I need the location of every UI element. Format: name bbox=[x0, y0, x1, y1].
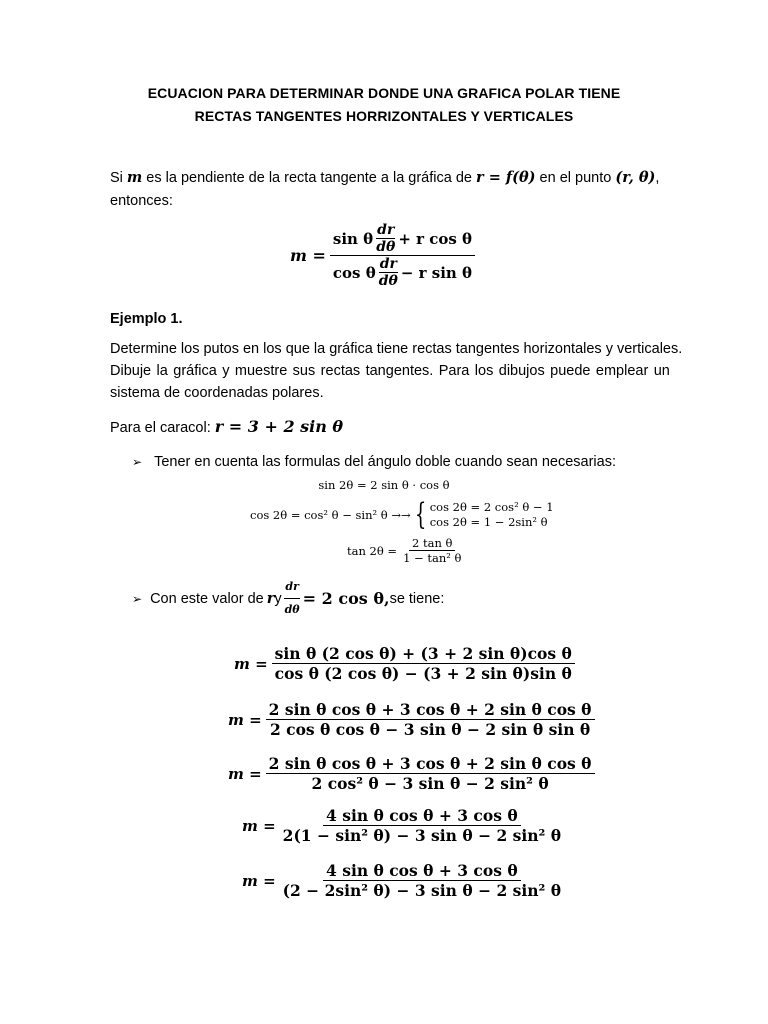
example-line-3: sistema de coordenadas polares. bbox=[110, 385, 324, 401]
step-fraction bbox=[266, 700, 595, 739]
document-title-line1: ECUACION PARA DETERMINAR DONDE UNA GRAFICA POLAR TIENE bbox=[147, 85, 621, 101]
den-cos-theta: cos θ bbox=[332, 263, 376, 282]
example-line-2: Dibuje la gráfica y muestre sus rectas tangentes. Para los dibujos puede emplear un bbox=[110, 363, 670, 379]
derivation-step bbox=[234, 644, 575, 683]
bullet-2-text-1: Con este valor de bbox=[150, 590, 264, 607]
bullet-2-text-2: y bbox=[274, 590, 282, 607]
identity-tan-double bbox=[347, 536, 464, 565]
num-sin-theta: sin θ bbox=[332, 229, 374, 248]
derivation-step bbox=[242, 861, 564, 900]
main-slope-formula bbox=[290, 222, 475, 289]
bullet-2-equation: = 2 cos θ, bbox=[302, 588, 390, 608]
main-formula-lhs: m = bbox=[290, 246, 326, 265]
example-paragraph bbox=[110, 338, 683, 404]
intro-text-3: en el punto bbox=[535, 170, 616, 186]
caracol-line bbox=[110, 416, 343, 439]
main-formula-denominator bbox=[330, 256, 475, 289]
bullet-2-text-3: se tiene: bbox=[389, 590, 445, 607]
num-dtheta: dθ bbox=[376, 239, 396, 255]
derivation-step bbox=[242, 806, 564, 845]
step-denominator: 2(1 − sin² θ) − 3 sin θ − 2 sin² θ bbox=[282, 826, 562, 845]
bullet-1-text: Tener en cuenta las formulas del ángulo doble cuando sean necesarias: bbox=[154, 454, 616, 470]
intro-r-equation: r = f(θ) bbox=[476, 169, 536, 186]
intro-text-1: Si bbox=[110, 170, 127, 186]
step-denominator: (2 − 2sin² θ) − 3 sin θ − 2 sin² θ bbox=[282, 881, 562, 900]
identity-cos-cases bbox=[430, 500, 554, 530]
den-r-sin: − r sin θ bbox=[400, 263, 473, 282]
step-lhs: m = bbox=[242, 816, 276, 835]
identity-tan-num: 2 tan θ bbox=[409, 536, 455, 551]
bullet-2-derivative bbox=[284, 576, 301, 621]
step-lhs: m = bbox=[228, 764, 262, 783]
identity-tan-den: 1 − tan² θ bbox=[403, 551, 462, 565]
intro-text-4: , bbox=[655, 170, 660, 186]
document-title-line2: RECTAS TANGENTES HORRIZONTALES Y VERTICALES bbox=[194, 108, 574, 124]
bullet-2-r: r bbox=[266, 589, 275, 607]
step-denominator: cos θ (2 cos θ) − (3 + 2 sin θ)sin θ bbox=[274, 664, 572, 683]
step-denominator: 2 cos² θ − 3 sin θ − 2 sin² θ bbox=[311, 774, 549, 793]
den-dr: dr bbox=[379, 256, 397, 272]
main-formula-fraction bbox=[330, 222, 475, 289]
identity-sin-double: sin 2θ = 2 sin θ · cos θ bbox=[318, 478, 450, 492]
identity-cos-case-b: cos 2θ = 1 − 2sin² θ bbox=[429, 515, 548, 529]
step-lhs: m = bbox=[242, 871, 276, 890]
step-denominator: 2 cos θ cos θ − 3 sin θ − 2 sin θ sin θ bbox=[269, 720, 591, 739]
step-fraction bbox=[272, 644, 575, 683]
step-numerator: 4 sin θ cos θ + 3 cos θ bbox=[323, 806, 521, 826]
bullet-arrow-icon: ➢ bbox=[132, 455, 143, 469]
identity-cos-case-a: cos 2θ = 2 cos² θ − 1 bbox=[429, 500, 554, 514]
step-numerator: 2 sin θ cos θ + 3 cos θ + 2 sin θ cos θ bbox=[266, 700, 595, 720]
bullet-arrow-icon: ➢ bbox=[132, 591, 143, 606]
identity-cos-double bbox=[250, 497, 554, 532]
bullet-2-dtheta: dθ bbox=[284, 603, 300, 616]
intro-point: (r, θ) bbox=[615, 169, 656, 186]
curly-brace-icon: { bbox=[414, 497, 426, 532]
step-numerator: sin θ (2 cos θ) + (3 + 2 sin θ)cos θ bbox=[272, 644, 575, 664]
intro-m-symbol: m bbox=[126, 169, 143, 186]
derivation-step bbox=[228, 700, 595, 739]
step-fraction bbox=[266, 754, 595, 793]
bullet-2 bbox=[132, 576, 444, 621]
den-derivative bbox=[378, 256, 399, 289]
step-numerator: 4 sin θ cos θ + 3 cos θ bbox=[323, 861, 521, 881]
intro-line-2: entonces: bbox=[110, 193, 173, 209]
identity-tan-fraction bbox=[400, 536, 464, 565]
example-heading: Ejemplo 1. bbox=[110, 311, 183, 327]
main-formula-numerator bbox=[330, 222, 475, 256]
caracol-equation: r = 3 + 2 sin θ bbox=[214, 417, 344, 436]
identity-cos-lhs: cos 2θ = cos² θ − sin² θ →→ bbox=[250, 508, 411, 522]
bullet-2-dr: dr bbox=[284, 576, 300, 599]
step-lhs: m = bbox=[228, 710, 262, 729]
step-fraction bbox=[280, 806, 564, 845]
num-r-cos: + r cos θ bbox=[398, 229, 473, 248]
example-line-1: Determine los putos en los que la gráfica tiene rectas tangentes horizontales y verticales. bbox=[110, 341, 683, 357]
step-numerator: 2 sin θ cos θ + 3 cos θ + 2 sin θ cos θ bbox=[266, 754, 595, 774]
step-fraction bbox=[280, 861, 564, 900]
identity-tan-lhs: tan 2θ = bbox=[347, 543, 398, 558]
bullet-1 bbox=[132, 451, 616, 473]
derivation-step bbox=[228, 754, 595, 793]
intro-paragraph bbox=[110, 167, 670, 189]
intro-text-2: es la pendiente de la recta tangente a la gráfica de bbox=[142, 170, 476, 186]
num-dr: dr bbox=[377, 222, 395, 238]
step-lhs: m = bbox=[234, 654, 268, 673]
den-dtheta: dθ bbox=[378, 273, 398, 289]
num-derivative bbox=[375, 222, 396, 255]
caracol-label: Para el caracol: bbox=[110, 420, 215, 436]
